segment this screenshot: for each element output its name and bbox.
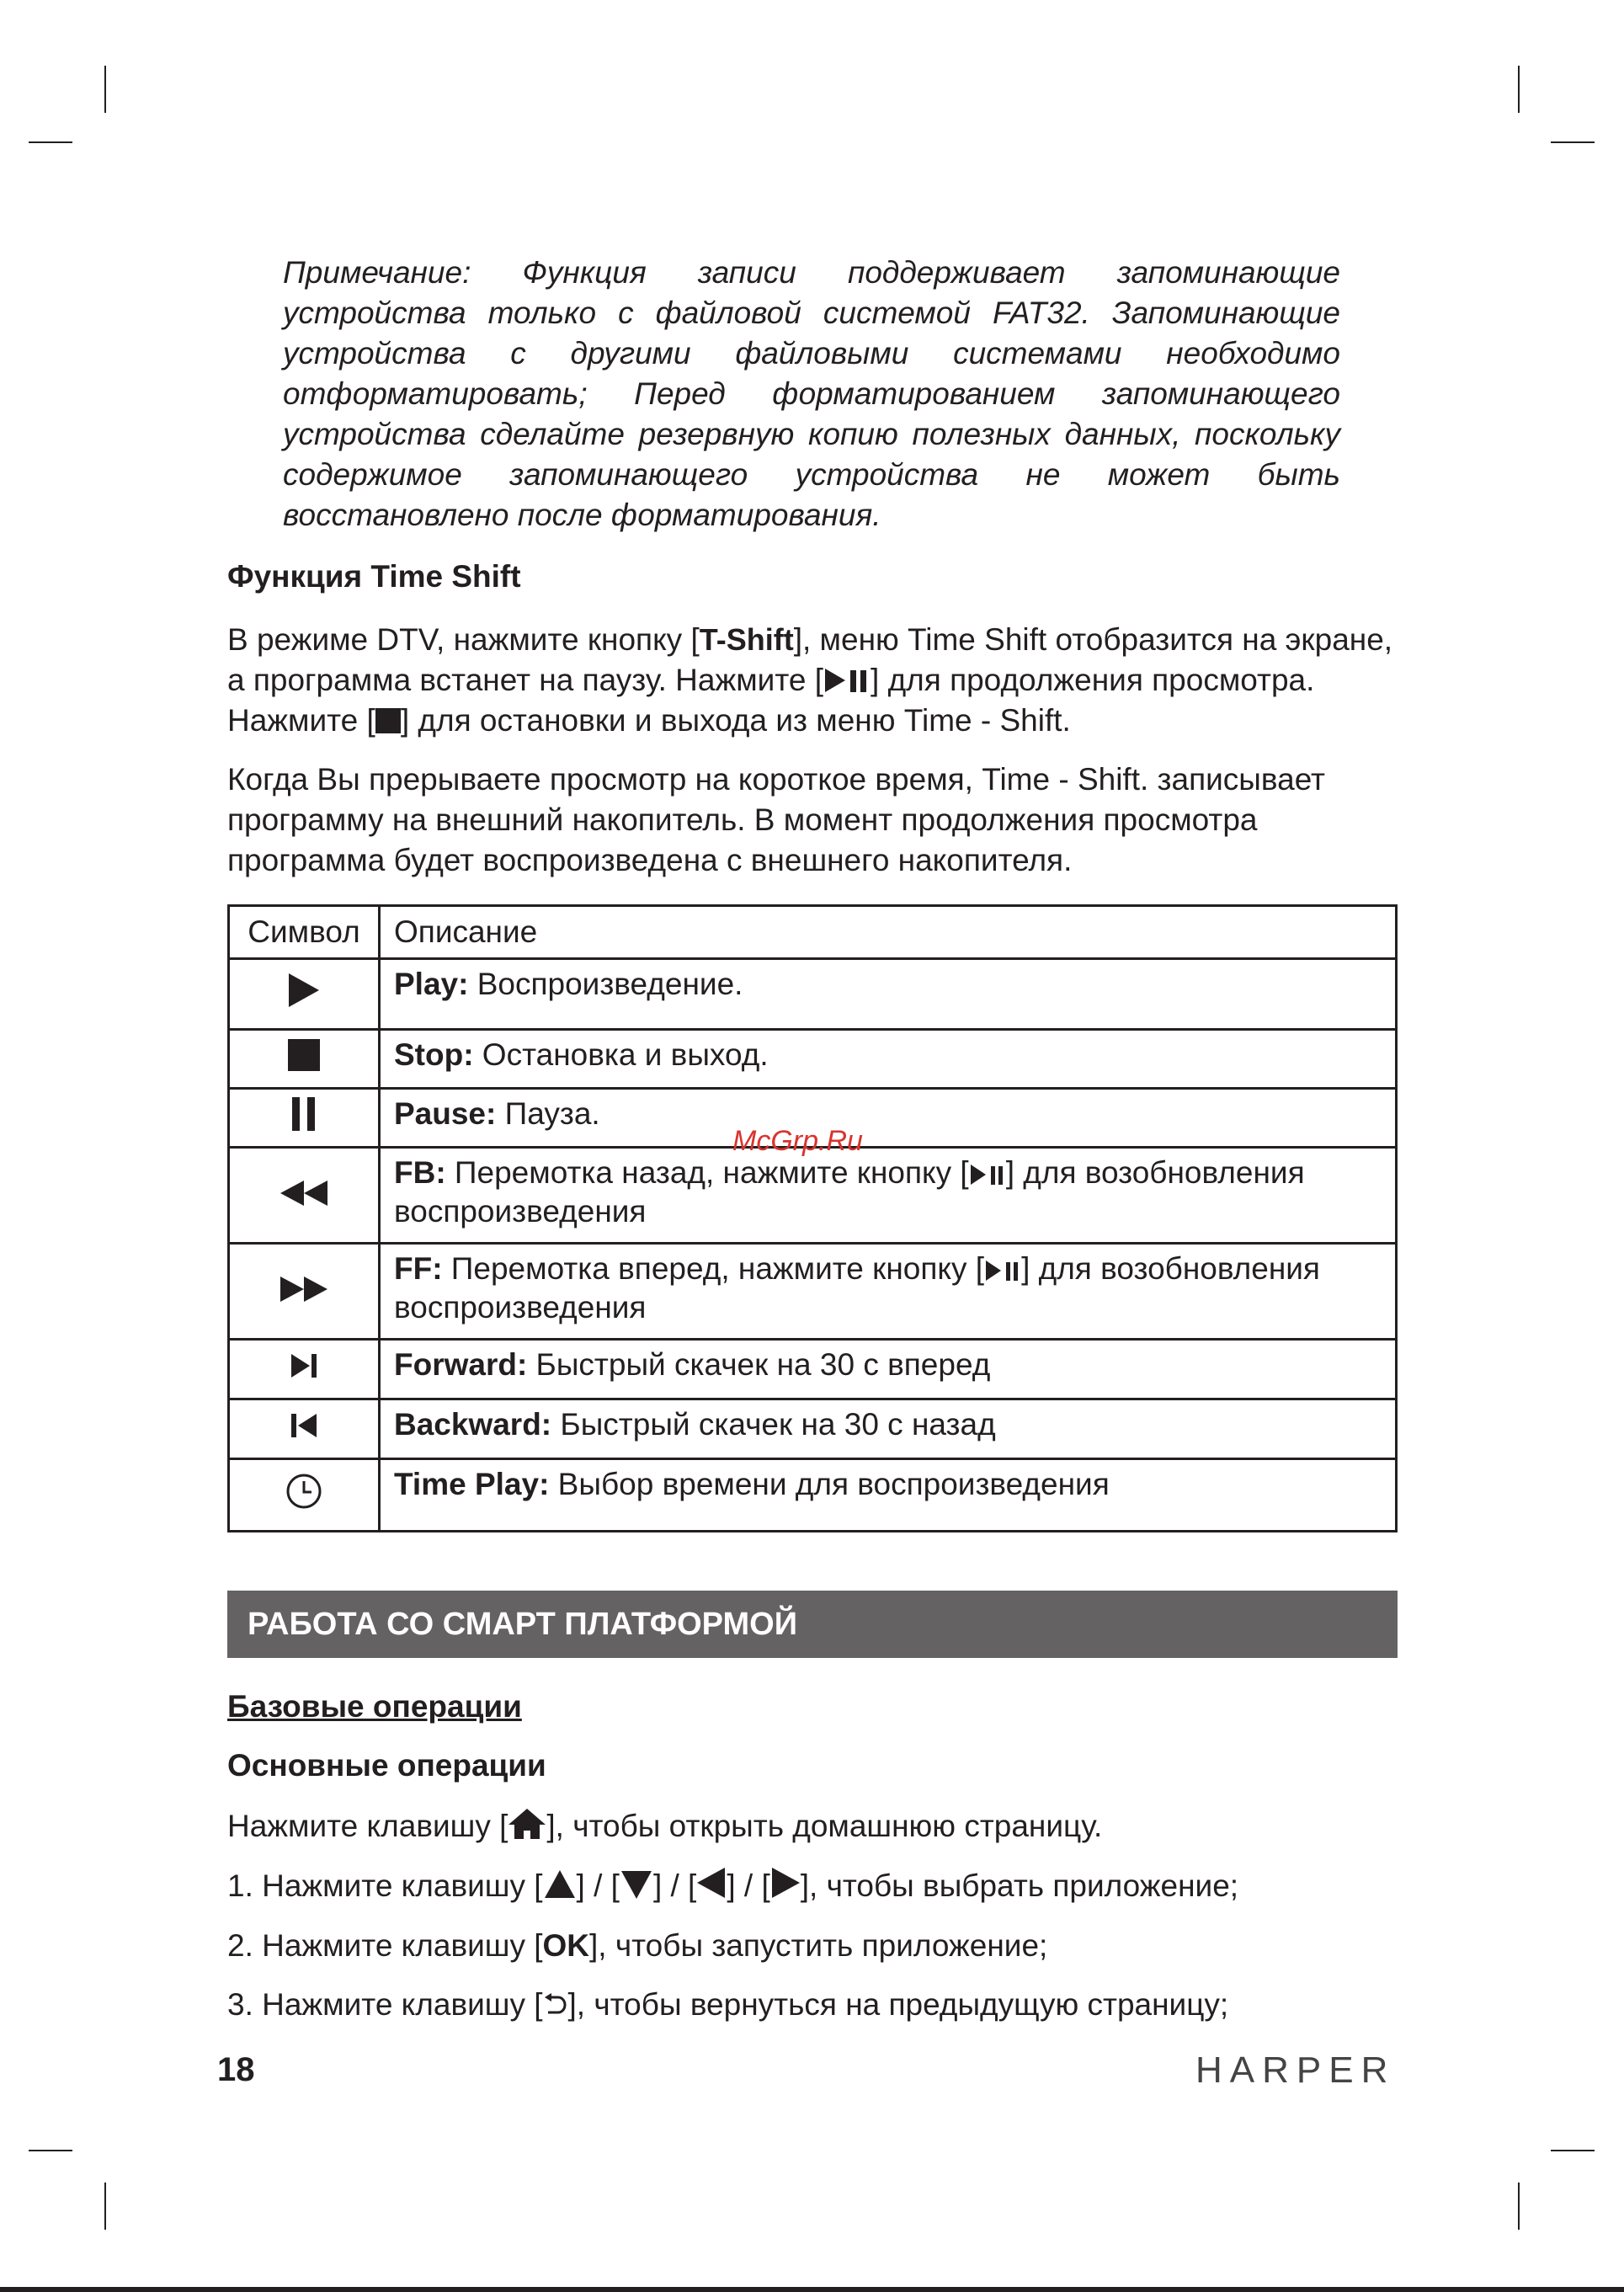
- main-operations-heading: Основные операции: [227, 1748, 546, 1783]
- crop-mark: [29, 141, 72, 143]
- bottom-edge: [0, 2287, 1624, 2292]
- arrow-left-icon: [696, 1866, 727, 1900]
- arrow-up-icon: [543, 1869, 577, 1900]
- crop-mark: [1551, 2150, 1595, 2151]
- stop-icon: [288, 1039, 320, 1071]
- crop-mark: [104, 66, 106, 113]
- timeshift-paragraph-2: Когда Вы прерываете просмотр на короткое время, Time - Shift. записывает программу на внешний накопитель. В момент продолжения просмотра программа будет воспроизведена с внешнего накопителя.: [227, 762, 1325, 877]
- rewind-icon: [279, 1181, 329, 1206]
- basic-operations-heading: Базовые операции: [227, 1689, 522, 1724]
- step-3: 3. Нажмите клавишу [ ], чтобы вернуться на предыдущую страницу;: [227, 1987, 1229, 2022]
- watermark: McGrp.Ru: [732, 1125, 863, 1157]
- table-row: Pause: Пауза.: [229, 1089, 1397, 1148]
- crop-mark: [1518, 66, 1520, 113]
- table-row: Forward: Быстрый скачек на 30 с вперед: [229, 1340, 1397, 1399]
- step-1: 1. Нажмите клавишу [ ] / [ ] / [ ] / [ ], чтобы выбрать приложение;: [227, 1866, 1398, 1906]
- section-title: РАБОТА СО СМАРТ ПЛАТФОРМОЙ: [248, 1607, 798, 1642]
- page-number: 18: [217, 2051, 255, 2088]
- arrow-down-icon: [620, 1869, 653, 1900]
- table-header-row: [229, 906, 1397, 959]
- ok-button-label: OK: [542, 1928, 590, 1963]
- table-row: FF: Перемотка вперед, нажмите кнопку [ ] для возобновления воспроизведения: [229, 1244, 1397, 1340]
- tshift-button-label: T-Shift: [699, 622, 794, 657]
- timeshift-heading: Функция Time Shift: [227, 559, 521, 594]
- play-pause-icon: [984, 1259, 1021, 1282]
- section-banner: [227, 1591, 1398, 1658]
- clock-icon: [285, 1473, 322, 1510]
- timeshift-paragraph-1: В режиме DTV, нажмите кнопку [T-Shift], меню Time Shift отобразится на экране, а программа встанет на паузу. Нажмите [ ] для продолжения просмотра. Нажмите [ ] для остановки и выхода из меню Time - Shift.: [227, 622, 1393, 738]
- table-row: Play: Воспроизведение.: [229, 959, 1397, 1030]
- play-icon: [287, 972, 321, 1009]
- stop-icon: [375, 708, 401, 733]
- crop-mark: [104, 2183, 106, 2230]
- home-instruction: Нажмите клавишу [ ], чтобы открыть домашнюю страницу.: [227, 1809, 1103, 1843]
- table-row: Backward: Быстрый скачек на 30 с назад: [229, 1399, 1397, 1459]
- back-icon: [543, 1991, 568, 2018]
- table-row: Stop: Остановка и выход.: [229, 1030, 1397, 1089]
- symbol-table: [227, 904, 1398, 1532]
- column-header-symbol: Символ: [229, 906, 380, 959]
- play-pause-icon: [969, 1163, 1006, 1186]
- arrow-right-icon: [770, 1866, 801, 1900]
- crop-mark: [1551, 141, 1595, 143]
- column-header-description: Описание: [380, 906, 1397, 959]
- crop-mark: [29, 2150, 72, 2151]
- fast-forward-icon: [279, 1277, 329, 1302]
- home-icon: [508, 1808, 546, 1840]
- skip-forward-icon: [290, 1352, 318, 1379]
- brand-logo: HARPER: [1195, 2049, 1396, 2091]
- step-2: 2. Нажмите клавишу [OK], чтобы запустить приложение;: [227, 1928, 1048, 1963]
- pause-icon: [292, 1097, 316, 1131]
- recording-note: Примечание: Функция записи поддерживает запоминающие устройства только с файловой системой FAT32. Запоминающие устройства с другими файловыми системами необходимо отформатировать; Перед форматированием запоминающего устройства сделайте резервную копию полезных данных, поскольку содержимое запоминающего устройства не может быть восстановлено после форматирования.: [283, 255, 1340, 532]
- table-row: FB: Перемотка назад, нажмите кнопку [ ] для возобновления воспроизведения: [229, 1148, 1397, 1244]
- table-row: Time Play: Выбор времени для воспроизведения: [229, 1459, 1397, 1532]
- skip-backward-icon: [290, 1412, 318, 1439]
- crop-mark: [1518, 2183, 1520, 2230]
- play-pause-icon: [823, 667, 871, 694]
